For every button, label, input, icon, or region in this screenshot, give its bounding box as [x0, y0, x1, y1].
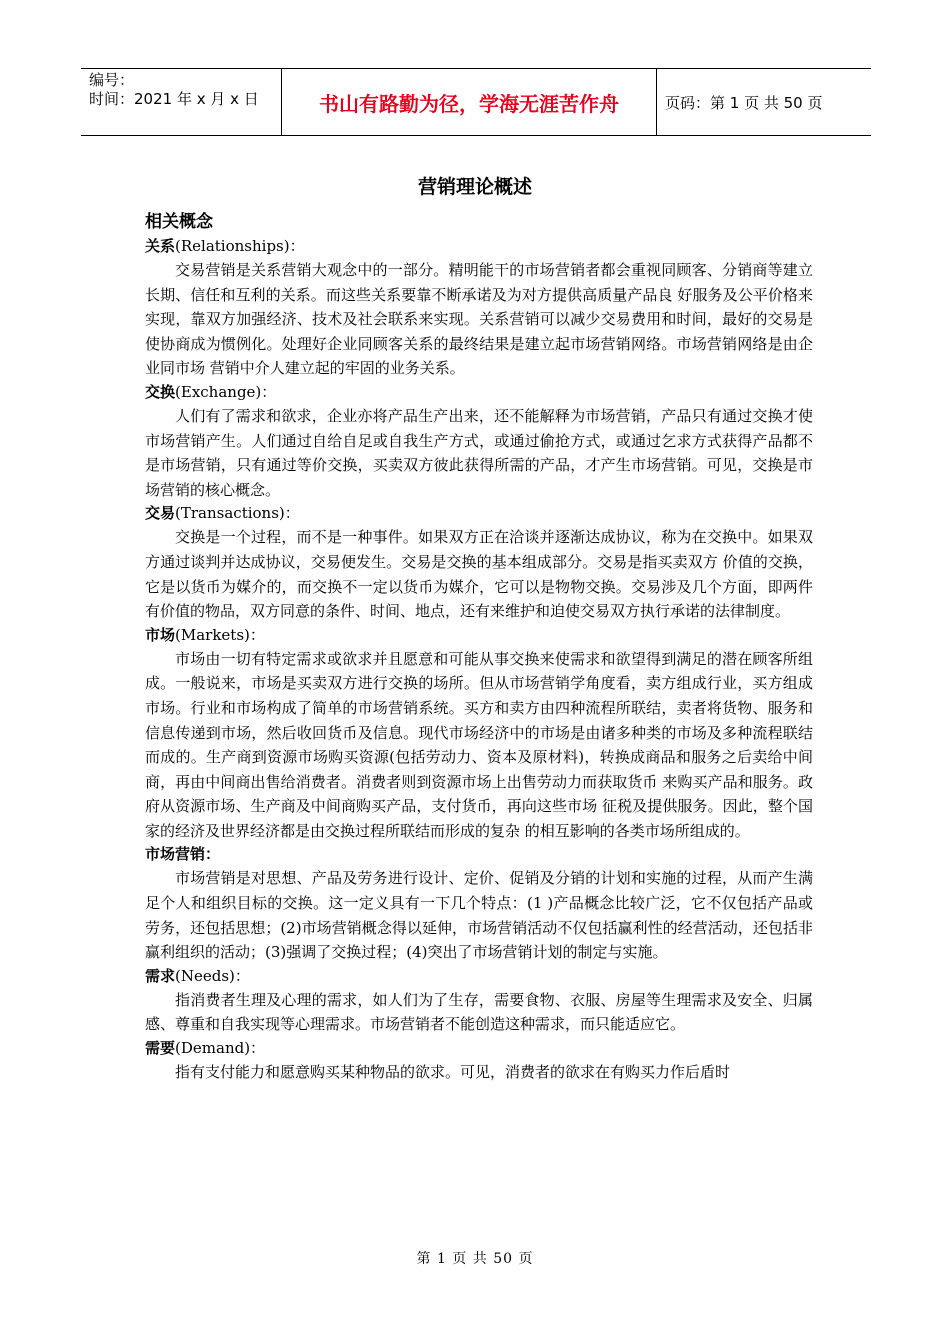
term-title [145, 502, 813, 525]
term-name: 需求 [145, 966, 176, 985]
header-page-info: 页码：第 1 页 共 50 页 [665, 93, 823, 112]
term-paragraph: 人们有了需求和欲求，企业亦将产品生产出来，还不能解释为市场营销，产品只有通过交换才使市场营销产生。人们通过自给自足或自我生产方式，或通过偷抢方式，或通过乞求方式获得产品都不是市场营销，只有通过等价交换，买卖双方彼此获得所需的产品，才产生市场营销。可见，交换是市场营销的核心概念。 [145, 406, 813, 499]
term-title [145, 843, 813, 866]
header-number-label: 编号： [89, 71, 135, 89]
term-name: 市场 [145, 625, 176, 644]
document-title: 营销理论概述 [417, 176, 532, 198]
term-block [145, 235, 813, 381]
term-block [145, 1037, 813, 1085]
term-english: (Transactions)： [175, 504, 300, 523]
page-header [81, 68, 871, 136]
term-english: (Needs)： [175, 966, 250, 985]
term-paragraph: 交换是一个过程，而不是一种事件。如果双方正在洽谈并逐渐达成协议，称为在交换中。如果双方通过谈判并达成协议，交易便发生。交易是交换的基本组成部分。交易是指买卖双方 价值的交换，它是以货币为媒介的，而交换不一定以货币为媒介，它可以是物物交换。交易涉及几个方面，即两件有价值的物品，双方同意的条件、时间、地点，还有来维护和迫使交易双方执行承诺的法律制度。 [145, 528, 813, 621]
term-english: (Exchange)： [175, 382, 277, 401]
term-english: (Demand)： [175, 1039, 266, 1058]
term-block [145, 624, 813, 844]
term-paragraph: 指有支付能力和愿意购买某种物品的欲求。可见，消费者的欲求在有购买力作后盾时 [175, 1063, 731, 1082]
page-footer: 第 1 页 共 50 页 [416, 1251, 534, 1267]
term-name: 交换 [145, 382, 176, 401]
term-paragraph: 交易营销是关系营销大观念中的一部分。精明能干的市场营销者都会重视同顾客、分销商等建立长期、信任和互利的关系。而这些关系要靠不断承诺及为对方提供高质量产品良 好服务及公平价格来实现，靠双方加强经济、技术及社会联系来实现。关系营销可以减少交易费用和时间，最好的交易是使协商成为惯例化。处理好企业同顾客关系的最终结果是建立起市场营销网络。市场营销网络是由企业同市场 营销中介人建立起的牢固的业务关系。 [145, 261, 813, 378]
term-english: (Markets)： [175, 625, 265, 644]
header-time-label: 时间：2021 年 x 月 x 日 [89, 90, 259, 108]
term-block [145, 381, 813, 502]
term-title [145, 624, 813, 647]
term-paragraph: 市场营销是对思想、产品及劳务进行设计、定价、促销及分销的计划和实施的过程，从而产生满足个人和组织目标的交换。这一定义具有一下几个特点：(1 )产品概念比较广泛，它不仅包括产品或劳务，还包括思想；(2)市场营销概念得以延伸，市场营销活动不仅包括赢利性的经营活动，还包括非赢利组织的活动；(3)强调了交换过程；(4)突出了市场营销计划的制定与实施。 [145, 869, 813, 962]
term-name: 交易 [145, 504, 176, 523]
term-english: (Relationships)： [175, 237, 305, 255]
header-meta [81, 69, 282, 135]
term-title [145, 1037, 813, 1060]
term-name: 关系 [145, 237, 176, 255]
term-block [145, 502, 813, 623]
term-block [145, 965, 813, 1037]
term-title [145, 381, 813, 404]
section-heading: 相关概念 [145, 212, 213, 232]
document-body [145, 209, 813, 1085]
term-title [145, 965, 813, 988]
term-paragraph: 市场由一切有特定需求或欲求并且愿意和可能从事交换来使需求和欲望得到满足的潜在顾客所组成。一般说来，市场是买卖双方进行交换的场所。但从市场营销学角度看，卖方组成行业，买方组成市场。行业和市场构成了简单的市场营销系统。买方和卖方由四种流程所联结，卖者将货物、服务和信息传递到市场，然后收回货币及信息。现代市场经济中的市场是由诸多种类的市场及多种流程联结而成的。生产商到资源市场购买资源(包括劳动力、资本及原材料)，转换成商品和服务之后卖给中间商，再由中间商出售给消费者。消费者则到资源市场上出售劳动力而获取货币 来购买产品和服务。政府从资源市场、生产商及中间商购买产品，支付货币，再向这些市场 征税及提供服务。因此，整个国家的经济及世界经济都是由交换过程所联结而形成的复杂 的相互影响的各类市场所组成的。 [145, 649, 813, 840]
term-title [145, 235, 813, 258]
term-block [145, 843, 813, 964]
term-name: 需要 [145, 1039, 176, 1058]
header-motto: 书山有路勤为径，学海无涯苦作舟 [282, 69, 657, 135]
term-name: 市场营销： [145, 845, 221, 864]
term-paragraph: 指消费者生理及心理的需求，如人们为了生存，需要食物、衣服、房屋等生理需求及安全、归属感、尊重和自我实现等心理需求。市场营销者不能创造这种需求，而只能适应它。 [145, 990, 813, 1034]
